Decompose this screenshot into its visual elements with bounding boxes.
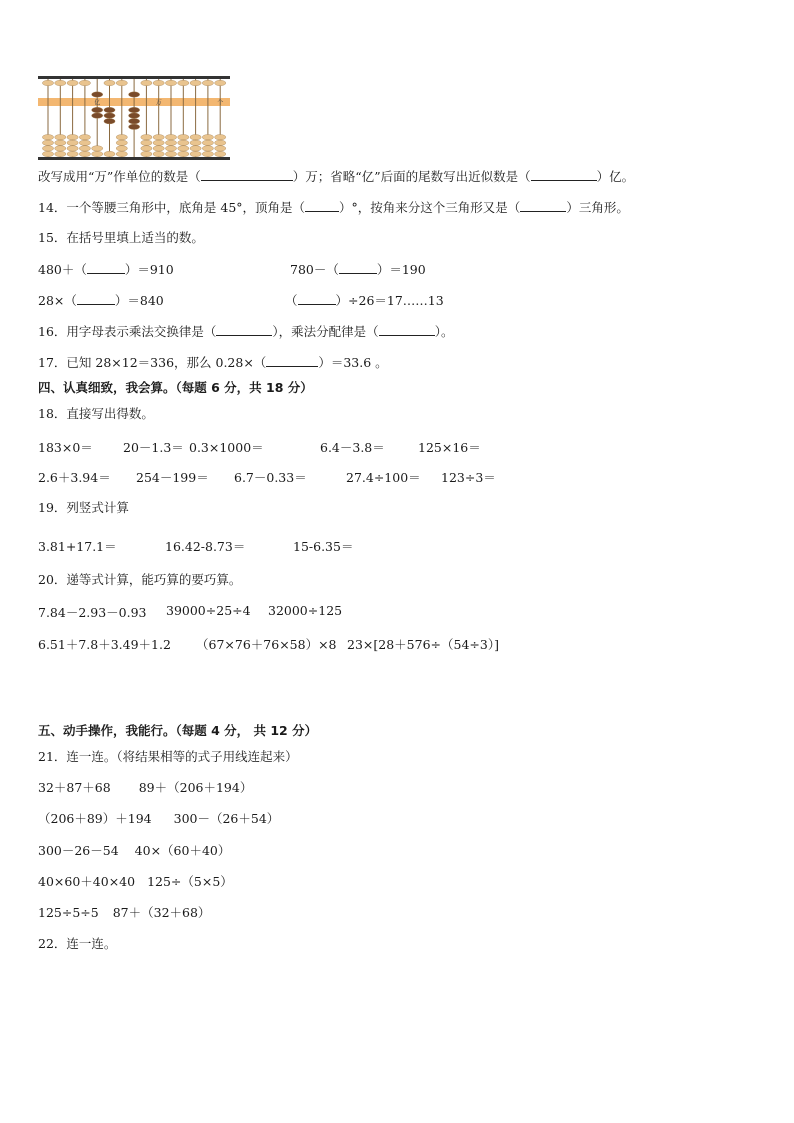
section-5-title: 五、动手操作，我能行。（每题 4 分， 共 12 分） [38,723,318,738]
abacus-bead-active [92,113,103,118]
abacus-bead-active [104,107,115,112]
abacus-bead [116,80,127,85]
abacus-bead [79,146,90,151]
abacus-bead-active [104,119,115,124]
abacus-bead [178,135,189,140]
abacus-bead [55,80,66,85]
abacus-bead-active [129,92,140,97]
expression: 20－1.3＝ [123,440,184,455]
abacus-bead [116,146,127,151]
abacus-bead [55,140,66,145]
abacus-bead [178,80,189,85]
abacus-bead [92,146,103,151]
abacus-bead [55,135,66,140]
question-13-tail: 改写成用“万”作单位的数是（ ）万；省略“亿”后面的尾数写出近似数是（ ）亿。 [38,169,635,184]
abacus-bead [42,151,53,156]
q21-row-2 [38,811,279,827]
abacus-bead [92,151,103,156]
abacus-rod-label: 亿 [94,99,101,107]
abacus-bead [190,80,201,85]
answer-blank[interactable] [77,292,115,305]
abacus-bead [116,140,127,145]
expression: 16.42-8.73＝ [165,539,246,554]
abacus-bead [141,135,152,140]
abacus-image [38,76,230,160]
abacus-bead [190,151,201,156]
expression: 183×0＝ [38,440,93,455]
q15-item-1: 480＋（ ）＝910 [38,262,174,277]
expression: 123÷3＝ [441,470,496,485]
question-19-title: 19．列竖式计算 [38,500,129,515]
right-expression[interactable]: 89＋（206＋194） [138,780,253,795]
answer-blank[interactable] [520,199,566,212]
abacus-bead-active [129,113,140,118]
abacus-bead [141,80,152,85]
abacus-bead [153,146,164,151]
answer-blank[interactable] [305,199,339,212]
abacus-bead [178,151,189,156]
abacus-bead [79,135,90,140]
q21-row-4 [38,874,233,890]
abacus-bead-active [104,113,115,118]
abacus-bead [67,80,78,85]
abacus-bead [190,140,201,145]
question-22-title: 22．连一连。 [38,936,117,951]
q20-row-1 [0,603,794,619]
q15-item-3: 28×（ ）＝840 [38,293,164,308]
q19-row [0,537,794,553]
abacus-bead [215,151,226,156]
left-expression[interactable]: 40×60＋40×40 [38,874,136,889]
expression: 0.3×1000＝ [189,440,264,455]
question-17: 17．已知 28×12＝336，那么 0.28×（ ）＝33.6 。 [38,355,388,370]
expression: 2.6＋3.94＝ [38,470,111,485]
answer-blank[interactable] [379,323,435,336]
abacus-bead-active [92,92,103,97]
expression: 32000÷125 [268,603,343,618]
abacus-bead [42,146,53,151]
abacus-rod-label: 个 [217,99,224,107]
q21-row-1 [38,780,252,796]
expression: 39000÷25÷4 [166,603,251,618]
abacus-bead [165,151,176,156]
abacus-bead [67,135,78,140]
question-16: 16．用字母表示乘法交换律是（ ），乘法分配律是（ ）。 [38,324,454,339]
abacus-bead [190,146,201,151]
abacus-bead [202,146,213,151]
abacus-bead [153,80,164,85]
expression: 27.4÷100＝ [346,470,421,485]
expression: 6.51＋7.8＋3.49＋1.2 [38,637,171,652]
abacus-bead [42,80,53,85]
abacus-bead [141,146,152,151]
abacus-bead [165,140,176,145]
left-expression[interactable]: 32＋87＋68 [38,780,111,795]
abacus-bead [202,140,213,145]
abacus-bead [178,146,189,151]
abacus-bead [202,135,213,140]
left-expression[interactable]: 125÷5÷5 [38,905,99,920]
abacus-bead-active [129,107,140,112]
abacus-bead [42,140,53,145]
q21-row-3 [38,843,230,859]
abacus-bead [104,151,115,156]
left-expression[interactable]: 300－26－54 [38,843,119,858]
answer-blank[interactable] [266,354,318,367]
abacus-bead [42,135,53,140]
abacus-bead [165,80,176,85]
abacus-bead [153,140,164,145]
abacus-bead [178,140,189,145]
abacus-bead [116,135,127,140]
abacus-bead [215,80,226,85]
abacus-bead [55,151,66,156]
q21-row-5 [38,905,210,921]
expression: 23×[28＋576÷（54÷3）] [347,637,499,652]
expression: 6.4－3.8＝ [320,440,385,455]
abacus-bead-active [129,124,140,129]
abacus-bead [202,151,213,156]
abacus-bottom-frame [38,157,230,160]
q18-row-1 [0,438,794,454]
expression: 125×16＝ [418,440,481,455]
abacus-top-frame [38,76,230,79]
expression: 6.7－0.33＝ [234,470,307,485]
abacus-bead [165,135,176,140]
section-4-title: 四、认真细致，我会算。（每题 6 分，共 18 分） [38,380,313,395]
abacus-rod-label: 万 [155,99,162,107]
abacus-bead [215,135,226,140]
right-expression[interactable]: 87＋（32＋68） [112,905,211,920]
abacus-bead [153,135,164,140]
answer-blank[interactable] [216,323,272,336]
abacus-bead [141,140,152,145]
question-14: 14．一个等腰三角形中，底角是 45°，顶角是（ ）°，按角来分这个三角形又是（ ）三角形。 [38,200,629,215]
question-15-title: 15．在括号里填上适当的数。 [38,230,204,245]
expression: 7.84－2.93－0.93 [38,605,147,620]
answer-blank[interactable] [298,292,336,305]
right-expression[interactable]: 300－（26＋54） [173,811,280,826]
answer-blank[interactable] [531,168,597,181]
q18-row-2 [0,468,794,484]
question-21-title: 21．连一连。（将结果相等的式子用线连起来） [38,749,298,764]
q15-item-2: 780－（ ）＝190 [290,262,426,277]
abacus-bead [67,140,78,145]
abacus-bead [79,151,90,156]
answer-blank[interactable] [339,261,377,274]
q15-item-4: （ ）÷26＝17……13 [285,293,444,308]
abacus-bead [79,140,90,145]
abacus-bead-active [129,119,140,124]
question-20-title: 20．递等式计算，能巧算的要巧算。 [38,572,242,587]
expression: 3.81+17.1＝ [38,539,117,554]
abacus-bead [55,146,66,151]
left-expression[interactable]: （206＋89）＋194 [38,811,152,826]
abacus-bead [141,151,152,156]
abacus-bead [153,151,164,156]
expression: （67×76＋76×58）×8 [196,637,337,652]
abacus-bead [116,151,127,156]
abacus-bead [67,151,78,156]
abacus-bead [215,140,226,145]
abacus-bead [190,135,201,140]
abacus-bead [67,146,78,151]
abacus-bead-active [92,107,103,112]
right-expression[interactable]: 125÷（5×5） [147,874,233,889]
expression: 254－199＝ [136,470,209,485]
answer-blank[interactable] [201,168,293,181]
question-18-title: 18．直接写出得数。 [38,406,154,421]
abacus-bead [104,80,115,85]
answer-blank[interactable] [87,261,125,274]
abacus-bead [165,146,176,151]
q20-row-2 [0,635,794,651]
abacus-bead [215,146,226,151]
right-expression[interactable]: 40×（60＋40） [134,843,231,858]
abacus-bead [79,80,90,85]
abacus-bead [202,80,213,85]
expression: 15-6.35＝ [293,539,354,554]
